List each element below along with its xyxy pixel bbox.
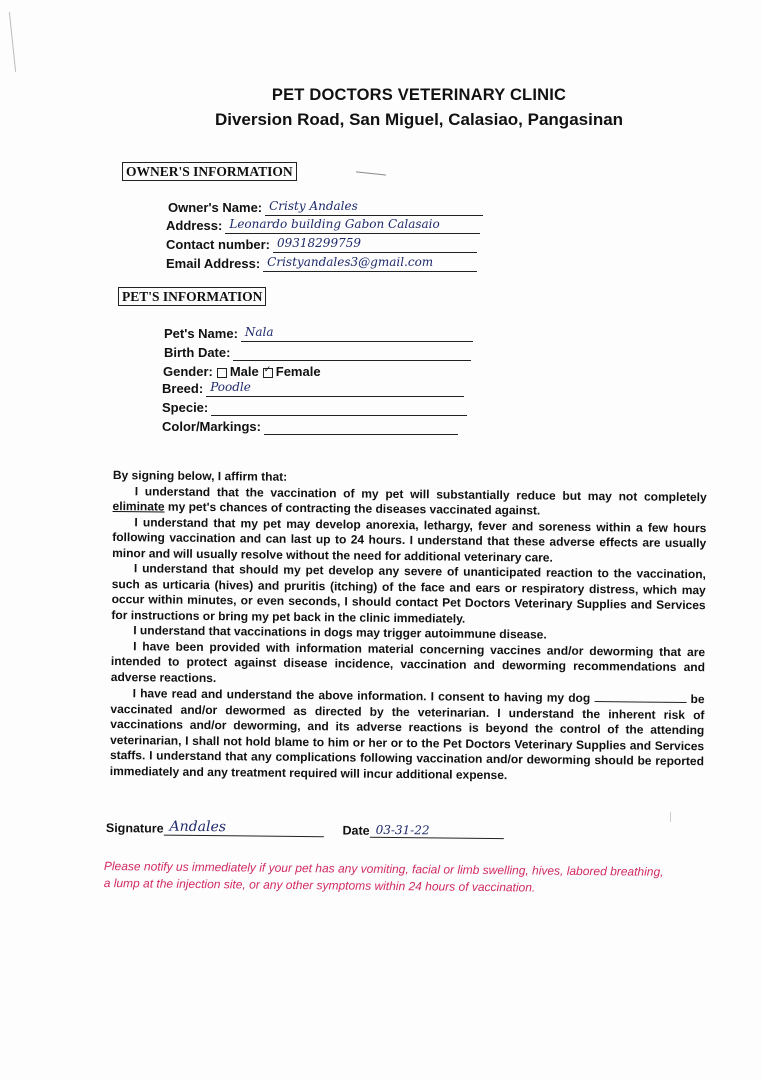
male-label: Male xyxy=(229,364,259,379)
email-value: Cristyandales3@gmail.com xyxy=(267,255,434,269)
breed-field xyxy=(162,381,464,397)
consent-paragraph-3: I understand that should my pet develop any severe of unanticipated reaction to the vaccination, such as urticaria (hives) and pruritis (itching) of the face and ears or respiratory distress, which may occur within minutes, or even seconds, I should contact Pet Doctors Veterinary Supplies and Services for instructions or bring my pet back in the clinic immediately. xyxy=(111,561,706,626)
consent-intro: By signing below, I affirm that: xyxy=(112,468,288,484)
breed-line[interactable] xyxy=(206,381,464,397)
birth-date-line[interactable] xyxy=(233,345,471,361)
pet-name-line[interactable] xyxy=(241,326,473,342)
color-markings-line[interactable] xyxy=(264,419,458,435)
pen-stroke xyxy=(356,171,386,175)
address-value: Leonardo building Gabon Calasaio xyxy=(229,217,440,231)
underlined-word: eliminate xyxy=(112,498,165,514)
date-value: 03-31-22 xyxy=(375,822,430,838)
consent-paragraph-6 xyxy=(110,685,705,785)
dog-name-blank[interactable] xyxy=(594,690,686,703)
contact-value: 09318299759 xyxy=(277,236,361,250)
gender-field xyxy=(163,364,321,379)
specie-line[interactable] xyxy=(211,400,467,416)
color-markings-field xyxy=(162,419,458,435)
female-checkbox[interactable] xyxy=(263,368,273,378)
pet-name-field xyxy=(164,326,473,342)
pet-name-value: Nala xyxy=(244,325,274,339)
contact-field xyxy=(166,237,477,253)
birth-date-label: Birth Date: xyxy=(164,345,231,360)
specie-label: Specie: xyxy=(162,400,209,415)
breed-label: Breed: xyxy=(162,381,204,396)
consent-paragraph-2: I understand that my pet may develop anorexia, lethargy, fever and soreness within a few hours following vaccination and can last up to 24 hours. I understand that these adverse effects are usually minor and will usually resolve without the need for additional veterinary care. xyxy=(112,514,707,565)
pet-section-title: PET'S INFORMATION xyxy=(118,287,266,306)
address-label: Address: xyxy=(166,218,223,233)
consent-p6-end: be vaccinated and/or dewormed as directed by the veterinarian. I understand the inherent risk of vaccinations and/or deworming, and its adverse reactions is beyond the control of the attending veterinarian, I shall not hold blame to him or her or to the Pet Doctors Veterinary Supplies and Services staffs. I understand that any complications following vaccination and/or deworming should be reported immediately and any treatment required will incur additional expense. xyxy=(109,692,705,782)
owner-section-title: OWNER'S INFORMATION xyxy=(122,162,297,181)
owner-name-line[interactable] xyxy=(265,200,483,216)
signature-image: Andales xyxy=(169,818,227,836)
owner-name-field xyxy=(168,200,483,216)
owner-name-value: Cristy Andales xyxy=(269,199,358,213)
signature-label: Signature xyxy=(105,820,164,836)
breed-value: Poodle xyxy=(210,380,251,394)
date-line[interactable] xyxy=(370,823,504,839)
specie-field xyxy=(162,400,467,416)
signature-line[interactable] xyxy=(163,818,323,838)
email-line[interactable] xyxy=(263,256,477,272)
consent-p1-end: my pet's chances of contracting the diseases vaccinated against. xyxy=(164,499,541,518)
email-label: Email Address: xyxy=(166,256,261,271)
pen-mark xyxy=(670,812,671,822)
gender-label: Gender: xyxy=(163,364,213,379)
consent-paragraph-4: I understand that vaccinations in dogs may trigger autoimmune disease. xyxy=(133,623,547,642)
clinic-address: Diversion Road, San Miguel, Calasiao, Pangasinan xyxy=(214,110,624,129)
address-field xyxy=(166,218,480,234)
contact-line[interactable] xyxy=(273,237,477,253)
consent-text xyxy=(110,468,707,785)
pet-name-label: Pet's Name: xyxy=(164,326,238,341)
date-label: Date xyxy=(342,823,370,838)
scan-edge-mark xyxy=(9,12,16,72)
signature-row xyxy=(106,820,504,839)
color-markings-label: Color/Markings: xyxy=(162,419,261,434)
notice-text: Please notify us immediately if your pet has any vomiting, facial or limb swelling, hives, labored breathing, a lump at the injection site, or any other symptoms within 24 hours of vaccination. xyxy=(103,858,664,895)
owner-name-label: Owner's Name: xyxy=(168,200,263,215)
male-checkbox[interactable] xyxy=(217,368,227,378)
email-field xyxy=(166,256,477,272)
female-label: Female xyxy=(275,364,321,379)
consent-paragraph-5: I have been provided with information material concerning vaccines and/or deworming that are intended to protect against disease incidence, vaccination and deworming recommendations and adverse reactions. xyxy=(110,638,706,685)
birth-date-field xyxy=(164,345,471,361)
contact-label: Contact number: xyxy=(166,237,270,252)
consent-p6-text: I have read and understand the above information. I consent to having my dog xyxy=(132,686,595,706)
consent-p1-text: I understand that the vaccination of my pet will substantially reduce but may not completely xyxy=(134,483,707,504)
address-line[interactable] xyxy=(225,218,480,234)
clinic-name: PET DOCTORS VETERINARY CLINIC xyxy=(271,86,567,104)
